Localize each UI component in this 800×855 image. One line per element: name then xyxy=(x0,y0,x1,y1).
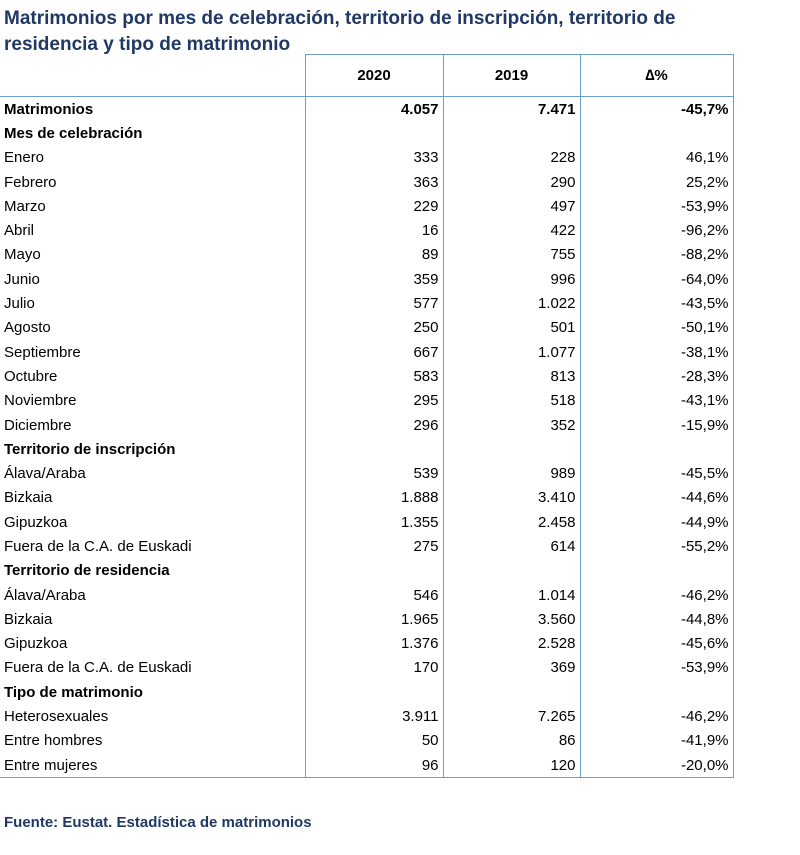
row-label: Julio xyxy=(0,291,305,315)
cell-delta-pct: -44,6% xyxy=(580,486,733,510)
cell-2020: 229 xyxy=(305,194,443,218)
cell-2019: 2.528 xyxy=(443,632,580,656)
row-label: Bizkaia xyxy=(0,607,305,631)
table-row xyxy=(0,389,733,413)
table-row xyxy=(0,170,733,194)
cell-2019: 86 xyxy=(443,729,580,753)
cell-delta-pct: -43,5% xyxy=(580,291,733,315)
table-row xyxy=(0,607,733,631)
cell-2019: 228 xyxy=(443,146,580,170)
cell-2019: 2.458 xyxy=(443,510,580,534)
row-label: Octubre xyxy=(0,364,305,388)
cell-2020: 1.965 xyxy=(305,607,443,631)
table-row xyxy=(0,267,733,291)
row-label: Mes de celebración xyxy=(0,121,305,145)
cell-delta-pct: -88,2% xyxy=(580,243,733,267)
section-row xyxy=(0,680,733,704)
cell-delta-pct: -38,1% xyxy=(580,340,733,364)
table-row xyxy=(0,510,733,534)
row-label: Territorio de residencia xyxy=(0,559,305,583)
cell-2019: 369 xyxy=(443,656,580,680)
cell-2020: 16 xyxy=(305,218,443,242)
cell-2020: 333 xyxy=(305,146,443,170)
row-label: Enero xyxy=(0,146,305,170)
section-row xyxy=(0,559,733,583)
cell-delta-pct: 46,1% xyxy=(580,146,733,170)
cell-2020: 359 xyxy=(305,267,443,291)
row-label: Abril xyxy=(0,218,305,242)
header-row xyxy=(0,55,733,97)
row-label: Fuera de la C.A. de Euskadi xyxy=(0,656,305,680)
cell-delta-pct: -55,2% xyxy=(580,534,733,558)
cell-2019 xyxy=(443,680,580,704)
cell-delta-pct: -15,9% xyxy=(580,413,733,437)
cell-delta-pct: -46,2% xyxy=(580,583,733,607)
source-note: Fuente: Eustat. Estadística de matrimonios xyxy=(4,814,312,831)
cell-2019: 501 xyxy=(443,316,580,340)
table-row xyxy=(0,461,733,485)
cell-2020: 363 xyxy=(305,170,443,194)
table-row xyxy=(0,243,733,267)
cell-delta-pct: -64,0% xyxy=(580,267,733,291)
cell-2019: 518 xyxy=(443,389,580,413)
header-blank xyxy=(0,55,305,97)
cell-2019: 614 xyxy=(443,534,580,558)
cell-2020 xyxy=(305,680,443,704)
row-label: Fuera de la C.A. de Euskadi xyxy=(0,534,305,558)
row-label: Mayo xyxy=(0,243,305,267)
table-row xyxy=(0,194,733,218)
cell-2019 xyxy=(443,437,580,461)
cell-delta-pct: -44,9% xyxy=(580,510,733,534)
cell-delta-pct: -53,9% xyxy=(580,656,733,680)
row-label: Diciembre xyxy=(0,413,305,437)
cell-2020: 89 xyxy=(305,243,443,267)
cell-2019: 755 xyxy=(443,243,580,267)
row-label: Tipo de matrimonio xyxy=(0,680,305,704)
row-label: Junio xyxy=(0,267,305,291)
cell-2020: 1.888 xyxy=(305,486,443,510)
cell-2019: 1.014 xyxy=(443,583,580,607)
cell-2019: 497 xyxy=(443,194,580,218)
section-row xyxy=(0,437,733,461)
section-row xyxy=(0,121,733,145)
table-row xyxy=(0,340,733,364)
row-label: Álava/Araba xyxy=(0,583,305,607)
cell-2019: 996 xyxy=(443,267,580,291)
cell-2020: 546 xyxy=(305,583,443,607)
cell-2020: 577 xyxy=(305,291,443,315)
cell-delta-pct: -28,3% xyxy=(580,364,733,388)
cell-delta-pct: -46,2% xyxy=(580,704,733,728)
row-label: Heterosexuales xyxy=(0,704,305,728)
cell-2020: 1.355 xyxy=(305,510,443,534)
row-label: Territorio de inscripción xyxy=(0,437,305,461)
cell-2019: 290 xyxy=(443,170,580,194)
cell-delta-pct: -53,9% xyxy=(580,194,733,218)
table-row xyxy=(0,656,733,680)
row-label: Noviembre xyxy=(0,389,305,413)
cell-2020: 295 xyxy=(305,389,443,413)
cell-2019: 7.265 xyxy=(443,704,580,728)
row-label: Gipuzkoa xyxy=(0,510,305,534)
row-label: Bizkaia xyxy=(0,486,305,510)
row-label: Entre hombres xyxy=(0,729,305,753)
table-row xyxy=(0,364,733,388)
cell-2020: 583 xyxy=(305,364,443,388)
cell-delta-pct xyxy=(580,680,733,704)
cell-2020: 275 xyxy=(305,534,443,558)
row-label: Álava/Araba xyxy=(0,461,305,485)
cell-2020 xyxy=(305,121,443,145)
table-row xyxy=(0,413,733,437)
table-row xyxy=(0,729,733,753)
cell-delta-pct: -45,7% xyxy=(580,97,733,122)
cell-2020: 667 xyxy=(305,340,443,364)
cell-2019: 422 xyxy=(443,218,580,242)
row-label: Agosto xyxy=(0,316,305,340)
cell-2020: 50 xyxy=(305,729,443,753)
header-delta-pct: ∆% xyxy=(580,55,733,97)
cell-2020: 539 xyxy=(305,461,443,485)
header-2019: 2019 xyxy=(443,55,580,97)
cell-2020 xyxy=(305,437,443,461)
cell-delta-pct: -20,0% xyxy=(580,753,733,778)
cell-2020: 250 xyxy=(305,316,443,340)
row-label: Febrero xyxy=(0,170,305,194)
table-row xyxy=(0,316,733,340)
cell-delta-pct: -43,1% xyxy=(580,389,733,413)
cell-delta-pct: -44,8% xyxy=(580,607,733,631)
table-title: Matrimonios por mes de celebración, territorio de inscripción, territorio de residencia y tipo de matrimonio xyxy=(4,8,676,55)
cell-2020 xyxy=(305,559,443,583)
cell-2019: 813 xyxy=(443,364,580,388)
cell-delta-pct: -45,6% xyxy=(580,632,733,656)
cell-2020: 96 xyxy=(305,753,443,778)
table-row xyxy=(0,632,733,656)
cell-2019 xyxy=(443,121,580,145)
cell-2019: 120 xyxy=(443,753,580,778)
row-label: Gipuzkoa xyxy=(0,632,305,656)
cell-delta-pct xyxy=(580,437,733,461)
row-label: Matrimonios xyxy=(0,97,305,122)
cell-delta-pct xyxy=(580,121,733,145)
cell-2019: 3.410 xyxy=(443,486,580,510)
cell-delta-pct: -50,1% xyxy=(580,316,733,340)
cell-2020: 296 xyxy=(305,413,443,437)
header-2020: 2020 xyxy=(305,55,443,97)
table-row xyxy=(0,534,733,558)
table-row xyxy=(0,704,733,728)
cell-2019 xyxy=(443,559,580,583)
cell-delta-pct: -96,2% xyxy=(580,218,733,242)
cell-2019: 989 xyxy=(443,461,580,485)
data-table xyxy=(0,54,734,778)
row-label: Entre mujeres xyxy=(0,753,305,778)
table-row xyxy=(0,146,733,170)
row-label: Septiembre xyxy=(0,340,305,364)
table-row xyxy=(0,583,733,607)
cell-2019: 3.560 xyxy=(443,607,580,631)
cell-2020: 1.376 xyxy=(305,632,443,656)
table-row xyxy=(0,291,733,315)
cell-2019: 1.022 xyxy=(443,291,580,315)
cell-delta-pct xyxy=(580,559,733,583)
cell-2019: 352 xyxy=(443,413,580,437)
cell-2019: 7.471 xyxy=(443,97,580,122)
cell-2020: 3.911 xyxy=(305,704,443,728)
cell-delta-pct: 25,2% xyxy=(580,170,733,194)
row-label: Marzo xyxy=(0,194,305,218)
cell-2019: 1.077 xyxy=(443,340,580,364)
table-row xyxy=(0,753,733,778)
table-body xyxy=(0,97,733,778)
cell-2020: 4.057 xyxy=(305,97,443,122)
total-row xyxy=(0,97,733,122)
table-row xyxy=(0,486,733,510)
cell-2020: 170 xyxy=(305,656,443,680)
cell-delta-pct: -41,9% xyxy=(580,729,733,753)
cell-delta-pct: -45,5% xyxy=(580,461,733,485)
table-row xyxy=(0,218,733,242)
